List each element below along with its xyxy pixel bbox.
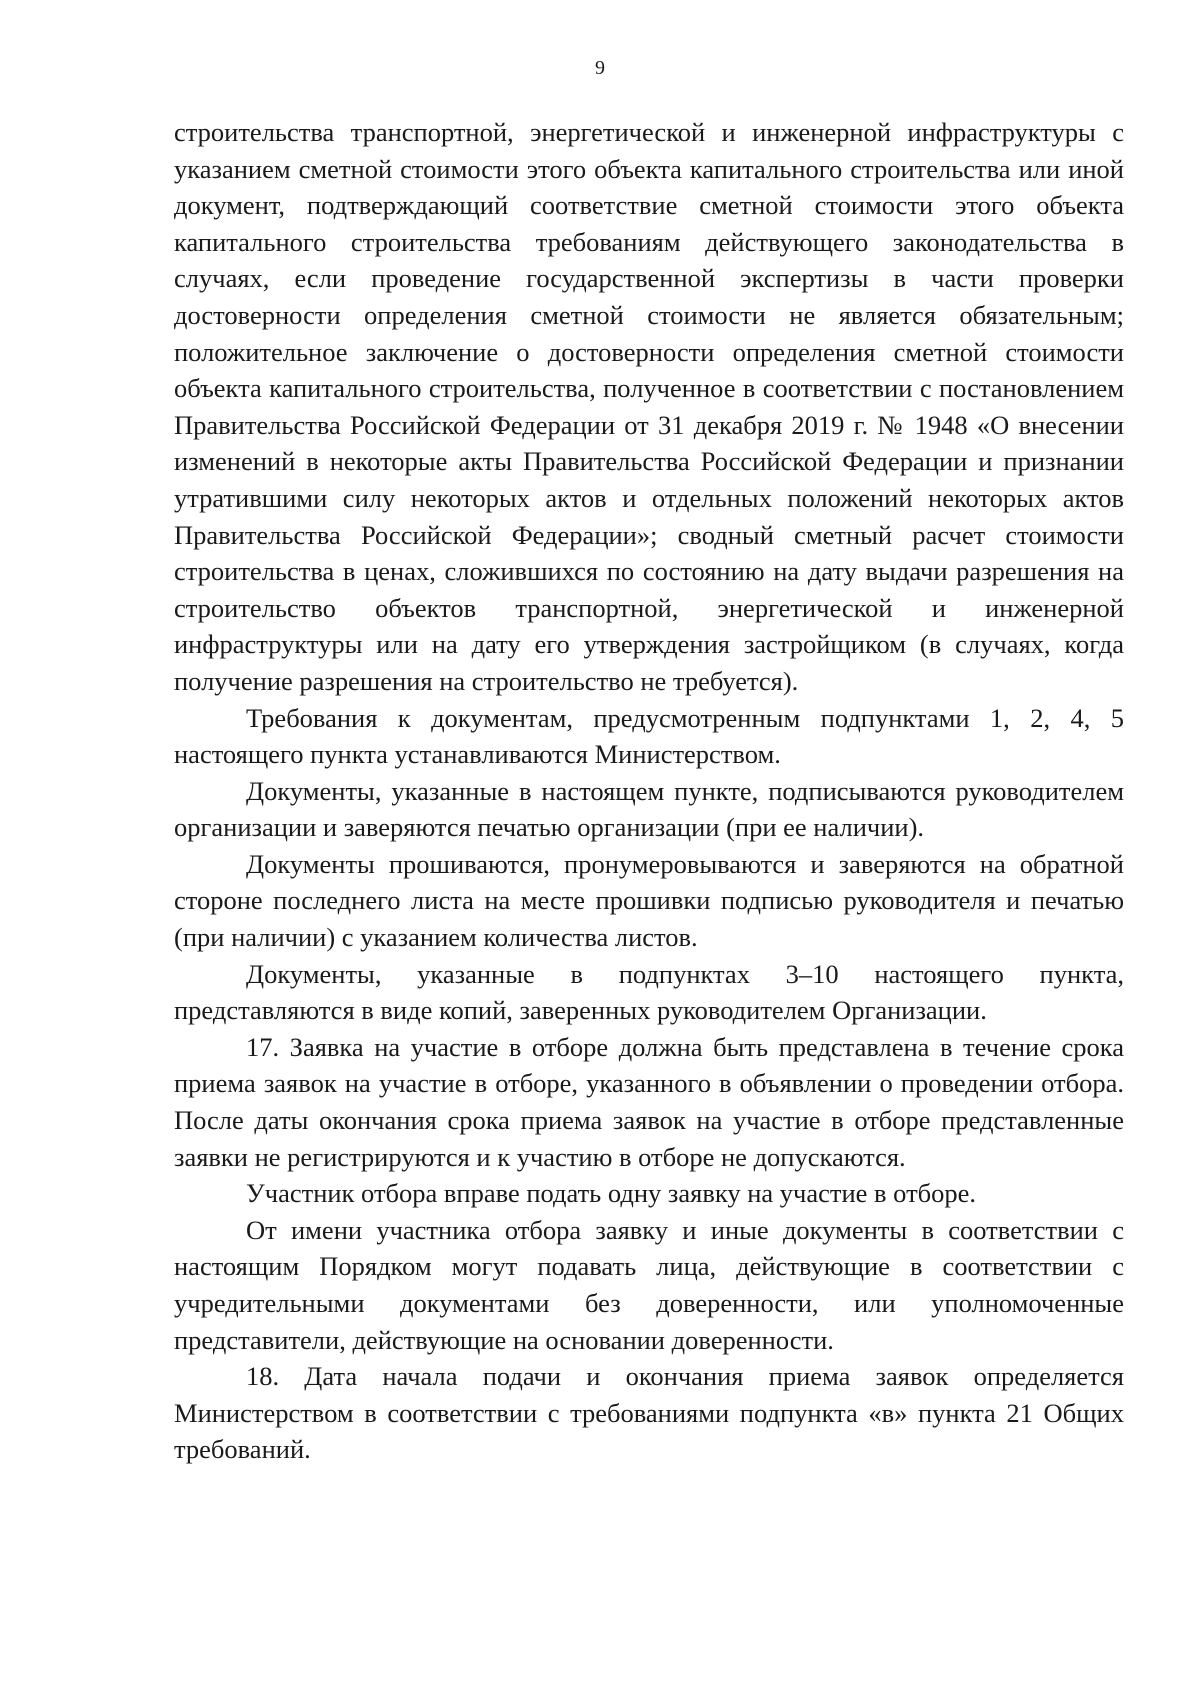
paragraph-item-17: 17. Заявка на участие в отборе должна быть представлена в течение срока приема заявок на участие в отборе, указанного в объявлении о проведении отбора. После даты окончания срока приема заявок на участие в отборе представленные заявки не регистрируются и к участию в отборе не допускаются.: [174, 1031, 1124, 1172]
paragraph-copies: Документы, указанные в подпунктах 3–10 настоящего пункта, представляются в виде копий, заверенных руководителем Организации.: [174, 958, 1124, 1026]
paragraph-representatives: От имени участника отбора заявку и иные документы в соответствии с настоящим Порядком могут подавать лица, действующие в соответствии с учредительными документами без доверенности, или уполномоченные представители, действующие на основании доверенности.: [174, 1214, 1124, 1355]
document-body: [174, 114, 1124, 1468]
paragraph-one-application: Участник отбора вправе подать одну заявку на участие в отборе.: [246, 1178, 977, 1209]
page-number: 9: [595, 57, 605, 79]
paragraph-binding: Документы прошиваются, пронумеровываются и заверяются на обратной стороне последнего листа на месте прошивки подписью руководителя и печатью (при наличии) с указанием количества листов.: [174, 848, 1124, 953]
paragraph-signing: Документы, указанные в настоящем пункте, подписываются руководителем организации и заверяются печатью организации (при ее наличии).: [174, 775, 1124, 843]
paragraph-document-requirements: Требования к документам, предусмотренным подпунктами 1, 2, 4, 5 настоящего пункта устанавливаются Министерством.: [174, 702, 1124, 770]
paragraph-item-18: 18. Дата начала подачи и окончания приема заявок определяется Министерством в соответствии с требованиями подпункта «в» пункта 21 Общих требований.: [174, 1361, 1124, 1465]
paragraph-continuation: строительства транспортной, энергетической и инженерной инфраструктуры с указанием сметной стоимости этого объекта капитального строительства или иной документ, подтверждающий соответствие сметной стоимости этого объекта капитального строительства требованиям действующего законодательства в случаях, если проведение государственной экспертизы в части проверки достоверности определения сметной стоимости не является обязательным; положительное заключение о достоверности определения сметной стоимости объекта капитального строительства, полученное в соответствии с постановлением Правительства Российской Федерации от 31 декабря 2019 г. № 1948 «О внесении изменений в некоторые акты Правительства Российской Федерации и признании утратившими силу некоторых актов и отдельных положений некоторых актов Правительства Российской Федерации»; сводный сметный расчет стоимости строительства в ценах, сложившихся по состоянию на дату выдачи разрешения на строительство объектов транспортной, энергетической и инженерной инфраструктуры или на дату его утверждения застройщиком (в случаях, когда получение разрешения на строительство не требуется).: [174, 117, 1124, 696]
